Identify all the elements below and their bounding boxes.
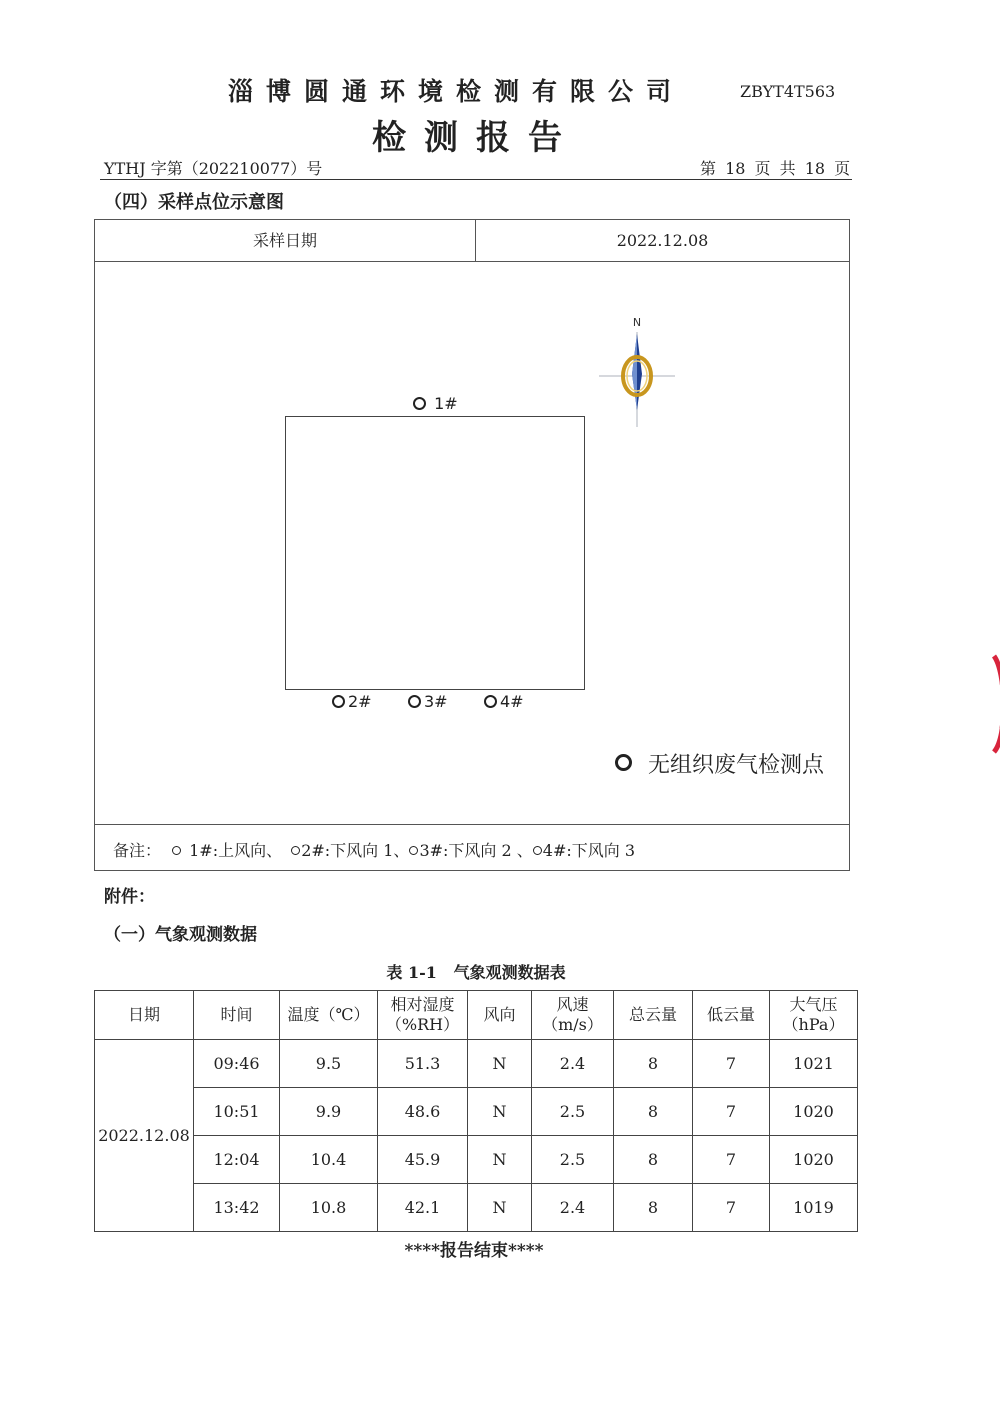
legend-circle-icon bbox=[615, 754, 632, 771]
note-point-2: 2#:下风向 1、 bbox=[301, 841, 410, 860]
table-cell: 2.4 bbox=[532, 1184, 614, 1232]
point-2-label: 2# bbox=[348, 692, 372, 711]
table-cell: 09:46 bbox=[194, 1040, 280, 1088]
table-caption: 表 1-1 气象观测数据表 bbox=[386, 963, 566, 982]
circle-marker-icon bbox=[413, 397, 426, 410]
header-temperature: 温度（℃） bbox=[280, 991, 378, 1040]
sampling-date-label: 采样日期 bbox=[95, 220, 476, 261]
sampling-map-box bbox=[94, 219, 850, 871]
table-row bbox=[95, 1136, 858, 1184]
circle-marker-icon bbox=[409, 846, 418, 855]
note-point-3: 3#:下风向 2 、 bbox=[419, 841, 533, 860]
table-cell: 7 bbox=[693, 1088, 770, 1136]
map-note bbox=[113, 838, 635, 861]
site-boundary bbox=[285, 416, 585, 690]
table-cell: 8 bbox=[614, 1040, 693, 1088]
company-name: 淄博圆通环境检测有限公司 bbox=[228, 77, 685, 106]
table-cell: 8 bbox=[614, 1088, 693, 1136]
table-row bbox=[95, 1088, 858, 1136]
header-time: 时间 bbox=[194, 991, 280, 1040]
table-cell: 7 bbox=[693, 1136, 770, 1184]
table-row bbox=[95, 1184, 858, 1232]
document-number: YTHJ 字第（202210077）号 bbox=[104, 159, 323, 178]
section-title-sampling-map: （四）采样点位示意图 bbox=[104, 192, 284, 213]
official-seal-icon bbox=[988, 652, 1000, 756]
note-point-1: 1#:上风向、 bbox=[189, 841, 283, 860]
circle-marker-icon bbox=[533, 846, 542, 855]
table-cell: 51.3 bbox=[378, 1040, 468, 1088]
report-code: ZBYT4T563 bbox=[740, 82, 836, 101]
table-header-row bbox=[95, 991, 858, 1040]
sampling-point-4 bbox=[484, 692, 524, 711]
sampling-date-row bbox=[95, 220, 849, 262]
header-date: 日期 bbox=[95, 991, 194, 1040]
header-pressure: 大气压 （hPa） bbox=[770, 991, 858, 1040]
table-row bbox=[95, 1040, 858, 1088]
table-cell: 9.5 bbox=[280, 1040, 378, 1088]
table-cell: 1020 bbox=[770, 1136, 858, 1184]
table-cell: 1020 bbox=[770, 1088, 858, 1136]
sampling-date-value: 2022.12.08 bbox=[616, 231, 709, 250]
circle-marker-icon bbox=[291, 846, 300, 855]
date-cell: 2022.12.08 bbox=[95, 1040, 194, 1232]
table-cell: 2.5 bbox=[532, 1088, 614, 1136]
table-cell: 9.9 bbox=[280, 1088, 378, 1136]
header-humidity: 相对湿度 （%RH） bbox=[378, 991, 468, 1040]
header-wind-speed: 风速 （m/s） bbox=[532, 991, 614, 1040]
table-cell: 10:51 bbox=[194, 1088, 280, 1136]
table-cell: 45.9 bbox=[378, 1136, 468, 1184]
circle-marker-icon bbox=[172, 846, 181, 855]
table-cell: 7 bbox=[693, 1040, 770, 1088]
circle-marker-icon bbox=[408, 695, 421, 708]
table-cell: 10.4 bbox=[280, 1136, 378, 1184]
table-cell: 1019 bbox=[770, 1184, 858, 1232]
point-4-label: 4# bbox=[500, 692, 524, 711]
note-prefix: 备注： bbox=[113, 841, 162, 860]
sampling-point-2 bbox=[332, 692, 372, 711]
table-cell: 1021 bbox=[770, 1040, 858, 1088]
table-cell: 42.1 bbox=[378, 1184, 468, 1232]
north-compass-icon bbox=[595, 312, 685, 432]
table-cell: 13:42 bbox=[194, 1184, 280, 1232]
section-title-weather: （一）气象观测数据 bbox=[104, 925, 257, 945]
table-cell: 12:04 bbox=[194, 1136, 280, 1184]
header-divider bbox=[100, 179, 852, 180]
table-cell: 10.8 bbox=[280, 1184, 378, 1232]
circle-marker-icon bbox=[332, 695, 345, 708]
weather-table bbox=[94, 990, 858, 1232]
circle-marker-icon bbox=[484, 695, 497, 708]
page-info: 第 18 页 共 18 页 bbox=[700, 159, 851, 178]
table-cell: N bbox=[468, 1136, 532, 1184]
point-3-label: 3# bbox=[424, 692, 448, 711]
map-legend bbox=[615, 748, 824, 779]
table-cell: N bbox=[468, 1184, 532, 1232]
sampling-point-3 bbox=[408, 692, 448, 711]
header-total-cloud: 总云量 bbox=[614, 991, 693, 1040]
header-low-cloud: 低云量 bbox=[693, 991, 770, 1040]
map-note-row bbox=[95, 824, 849, 871]
compass-north-label: N bbox=[632, 316, 642, 329]
table-cell: 8 bbox=[614, 1184, 693, 1232]
report-end-marker: ****报告结束**** bbox=[404, 1241, 544, 1261]
table-cell: N bbox=[468, 1040, 532, 1088]
table-cell: 48.6 bbox=[378, 1088, 468, 1136]
report-title: 检测报告 bbox=[372, 118, 580, 158]
table-cell: 2.4 bbox=[532, 1040, 614, 1088]
note-point-4: 4#:下风向 3 bbox=[542, 841, 636, 860]
annex-label: 附件： bbox=[104, 887, 155, 907]
sampling-point-1 bbox=[413, 394, 458, 413]
table-cell: 7 bbox=[693, 1184, 770, 1232]
table-cell: 2.5 bbox=[532, 1136, 614, 1184]
point-1-label: 1# bbox=[434, 394, 458, 413]
table-cell: N bbox=[468, 1088, 532, 1136]
header-wind-direction: 风向 bbox=[468, 991, 532, 1040]
table-cell: 8 bbox=[614, 1136, 693, 1184]
legend-label: 无组织废气检测点 bbox=[648, 753, 825, 778]
